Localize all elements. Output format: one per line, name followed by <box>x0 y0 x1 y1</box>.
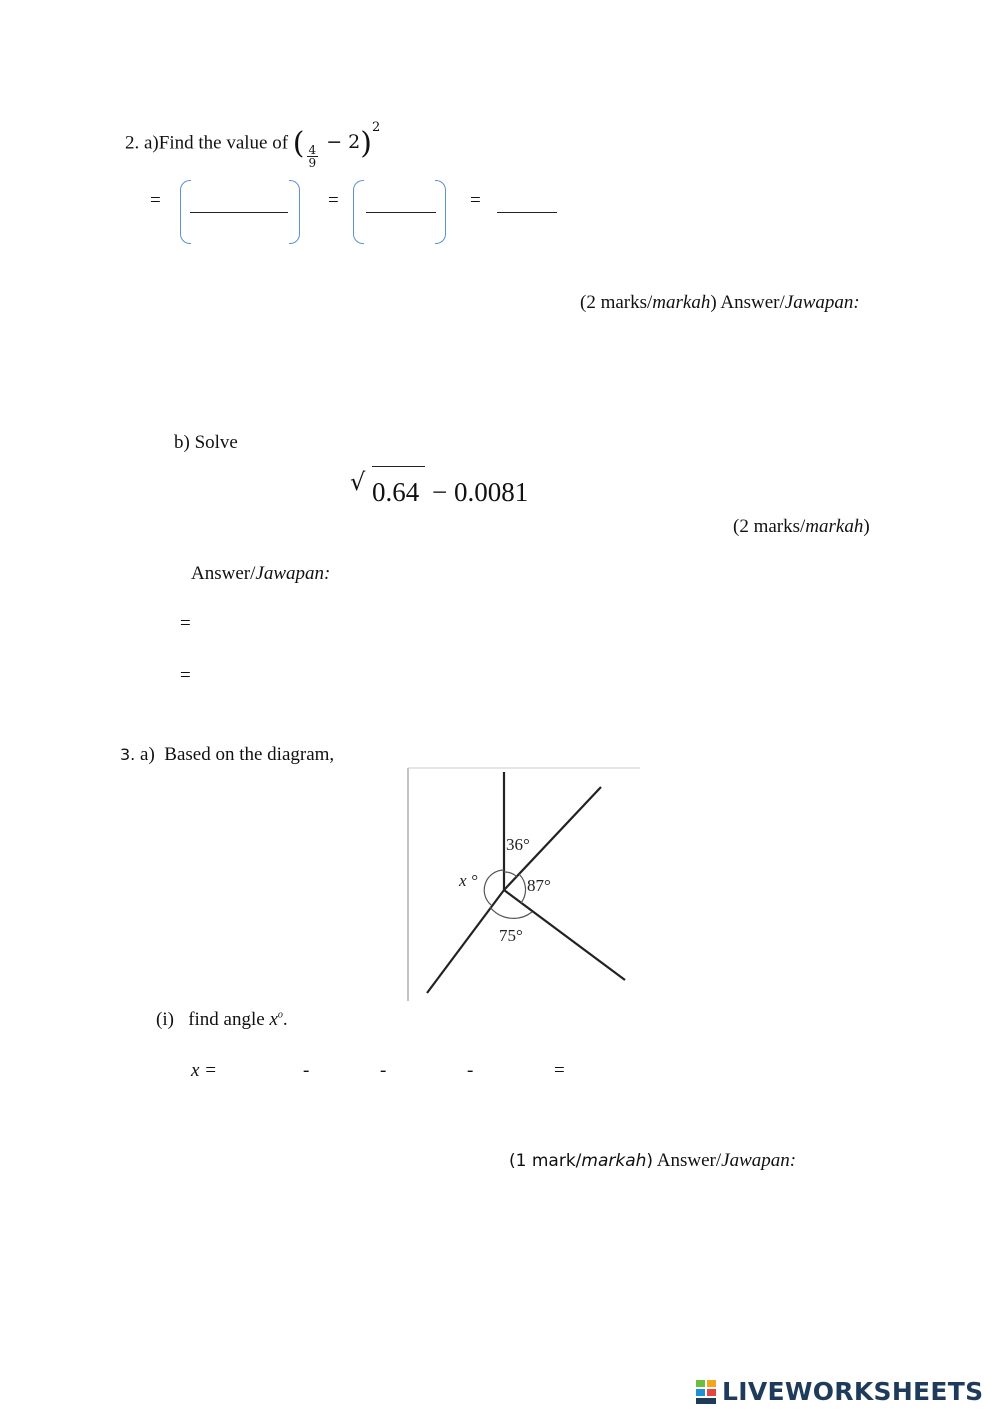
right-bracket <box>289 180 300 244</box>
eq-sign: = <box>150 190 161 211</box>
liveworksheets-logo[interactable]: LIVEWORKSHEETS <box>696 1377 983 1406</box>
q3a-label: 3. a) Based on the diagram, <box>120 744 335 765</box>
ray-lower-left <box>427 890 504 993</box>
arc-75 <box>490 907 532 918</box>
q2b-label: b) Solve <box>174 432 238 453</box>
label-x: x ° <box>459 871 478 890</box>
right-bracket <box>435 180 446 244</box>
angle-diagram <box>407 767 640 1002</box>
answer-blank[interactable] <box>497 211 557 213</box>
sqrt-sign: √ <box>350 468 366 496</box>
label-36: 36° <box>506 835 530 854</box>
minus-sign: - <box>303 1060 310 1081</box>
logo-icon <box>696 1378 722 1406</box>
eq-sign: = <box>470 190 481 211</box>
left-bracket <box>353 180 364 244</box>
arc-x <box>484 870 504 905</box>
eq-sign: = <box>180 665 191 686</box>
minus-sign: - <box>467 1060 474 1081</box>
eq-sign: = <box>328 190 339 211</box>
sqrt-vinculum <box>372 466 425 467</box>
answer-label-b: Answer/Jawapan: <box>191 563 331 584</box>
marks-answer-line-3: (1 mark/markah) Answer/Jawapan: <box>509 1150 797 1171</box>
answer-blank[interactable] <box>366 211 436 213</box>
answer-blank[interactable] <box>190 211 288 213</box>
minus-sign: - <box>380 1060 387 1081</box>
arc-87 <box>519 874 526 903</box>
x-equals: x = <box>191 1060 218 1081</box>
label-87: 87° <box>527 876 551 895</box>
q2a-prompt: 2. a)Find the value of ( $\frac{4}{9}$ − 2)$^2$ <box>125 120 381 171</box>
arc-36 <box>504 872 517 877</box>
marks-answer-line: (2 marks/markah) Answer/Jawapan: <box>580 292 860 313</box>
q3i-prompt: (i) find angle $x^o$. <box>156 1009 288 1030</box>
eq-sign: = <box>554 1060 565 1081</box>
q2a-expression: ( $\frac{4}{9}$ − 2)$^2$ <box>292 120 381 171</box>
marks-b: (2 marks/markah) <box>733 516 870 537</box>
label-75: 75° <box>499 926 523 945</box>
eq-sign: = <box>180 613 191 634</box>
